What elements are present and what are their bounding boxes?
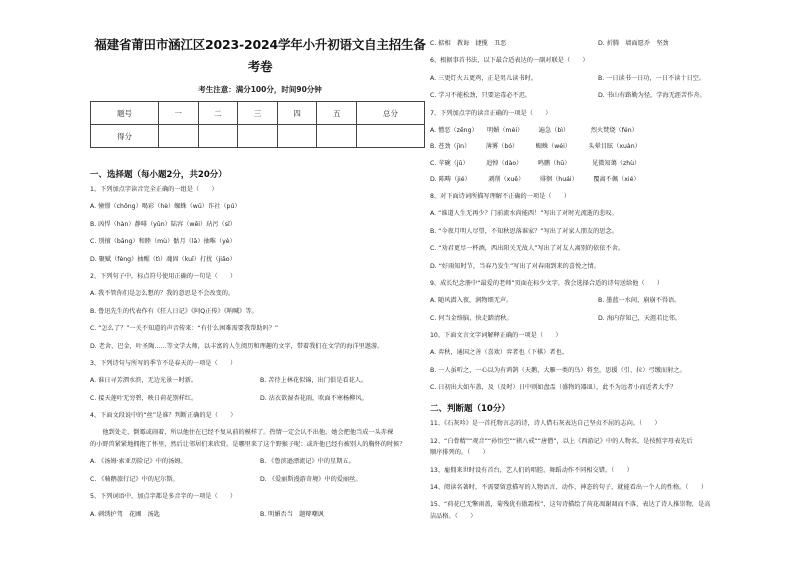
option-row (430, 297, 770, 305)
score-header-cell: 四 (277, 102, 317, 125)
score-table-score-row (91, 125, 425, 148)
judge-line: 14、阅读名著时，不需要留意描写的人物语言、动作、神态的句子，就能看出一个人的性格。（ ） (430, 484, 708, 492)
option-a: A. 《汤姆·索亚历险记》中的汤姆。 (90, 458, 187, 466)
passage-line: 他到处走，倒霉或闹着，所以他住在已经不复从前的模样了。热情一定会认不出他，她会把他当成一头赤裸 (90, 429, 394, 437)
option-row (90, 476, 430, 484)
judge-line: 13、雇佣来世时设有首台，艺人们的唱腔、舞蹈动作不同相交错。（ ） (430, 466, 633, 474)
judge-line: 11、《石灰吟》是一首托物言志的诗，诗人借石灰表达自己坚贞不屈的志向。（ ） (430, 420, 661, 428)
option-row (430, 40, 770, 48)
option-line: B. 苍劲（jìn） 薄雾（bó） 蜘蛛（wéi） 头晕目眩（xuàn） (430, 143, 641, 151)
option-b: B. 墨蓝一水间，崩崩不得语。 (598, 297, 681, 305)
option-row (90, 511, 430, 519)
score-cell (357, 125, 425, 148)
judge-line: 15、“荷花已无擎雨盖，菊残犹有傲霜枝”，这句诗描绘了荷花凋谢凋而不落，表达了诗人推崇物，是高 (430, 501, 711, 509)
judge-line: 顺序排列的。（ ） (430, 449, 489, 457)
option-b: B. 一日读书一日功，一日不读十日空。 (598, 74, 706, 82)
exam-title (90, 34, 430, 78)
title-line-2: 考卷 (247, 59, 273, 74)
option-d: D. 折腾 墙面愿乔 坚劲 (598, 40, 669, 47)
question-line: 2、下列句子中，标点符号使用正确的一句是（ ） (90, 272, 237, 280)
score-header-cell: 一 (158, 102, 198, 125)
score-header-cell: 五 (317, 102, 357, 125)
option-row (430, 75, 770, 83)
score-cell (317, 125, 357, 148)
option-c: C. 接天莲叶无穷碧，映日荷花别样红。 (90, 394, 198, 402)
option-row (90, 395, 430, 403)
question-line: 8、对下面诗词所描写理解不正确的一项是（ ） (430, 192, 571, 200)
option-line: C. 日初出大如车盖，及（及时）日中则如盘盂（盛物的器皿），此不为远者小而近者大乎？ (430, 384, 677, 392)
option-a: A. 谁日寻芳泗水滨，无边光景一时新。 (90, 377, 198, 385)
option-a: A. 刺绣护驾 花圃 汤匙 (90, 510, 160, 518)
option-row (90, 458, 430, 466)
question-line: 6、根据事首书法，以下最合适表达的一副对联是（ ） (430, 57, 589, 65)
score-cell (198, 125, 238, 148)
question-line: 7、下列加点字的读音正确的一项是（ ） (430, 109, 552, 117)
score-table-header-row (91, 102, 425, 125)
option-line: C. “劝君更尽一杯酒，西出阳关无故人”写出了对友人离别的依依不舍。 (430, 245, 625, 253)
option-row (90, 377, 430, 385)
option-c: C. 掂相 教诲 捷揽 丑恶 (430, 40, 507, 47)
option-line: B. 凶悍（hàn）静啡（yūn）陆容（wēi）玷污（sī） (90, 220, 236, 228)
score-cell (158, 125, 198, 148)
section-1-title: 一、选择题（每小题2分，共20分） (90, 170, 227, 180)
option-b: B. 苦待上林花似锦，出门俱是看花人。 (260, 377, 368, 385)
option-c: C. 何当金络脑，快走踏清秋。 (430, 314, 513, 322)
option-line: B. 一人虽听之，一心以为有鸿鹄（天鹅、大雁一类的鸟）将至，思援（引、拉）弓缴而射之。 (430, 366, 686, 374)
option-b: B. 明媚否当 题辩嘲讽 (260, 510, 324, 518)
option-line: D. 老舍，巴金，叶圣陶……等文学大师，以丰富的人生阅历和理趣的文字，带着我们在文学的海洋里遨游。 (90, 342, 384, 350)
title-line-1: 福建省莆田市涵江区2023-2024学年小升初语文自主招生备 (94, 37, 426, 52)
option-d: D. 沾衣欲湿杏花雨，吹面不寒杨柳风。 (260, 394, 368, 402)
score-table (90, 101, 425, 148)
option-line: C. 别擅（bāng）和睦（mù）骷月（lā）抽唯（yè） (90, 238, 236, 246)
option-d: D. 海内存知己，天涯若比邻。 (598, 314, 681, 322)
passage-line: 的小野兽紧紧地拥抱了怀里，然后让邻居们来欣赏。是哪里来了这个野猴子呢：或许他已经有被别人的胸怀的时候？ (90, 441, 406, 449)
question-line: 1、下列加点字读音完全正确的一组是（ ） (90, 186, 218, 193)
option-line: A. 弈秋，通国之善（喜欢）弈者也（下棋）者也。 (430, 349, 568, 357)
right-column (430, 40, 770, 530)
question-line: 10、下面文言文字词解释正确的一项是（ ） (430, 332, 562, 340)
score-header-cell: 三 (238, 102, 278, 125)
option-line: A. 憎恶（zēng） 明媚（mèi） 遍急（bì） 烈火焚烧（fén） (430, 126, 638, 134)
option-c: C. 《骑鹅旅行记》中的尼尔斯。 (90, 475, 179, 483)
option-line: D. “好雨知时节，当春乃发生”写出了对春雨到来的喜悦之情。 (430, 262, 600, 270)
score-row-label: 得分 (91, 125, 159, 148)
option-line: A. “谁道人生无再少？门前流水尚能西！”写出了对时光流逝的悲叹。 (430, 210, 618, 218)
score-header-cell: 题号 (91, 102, 159, 125)
option-line: B. “今夜月明人尽望，不知秋思落谁家？”写出了对家人朋友的思念。 (430, 227, 618, 235)
option-line: C. “怎么了？”一关不知道的声音传来：“有什么困难需要我帮助吗？” (90, 325, 279, 333)
option-d: D. 书山有路勤为径，学海无涯苦作舟。 (598, 92, 706, 100)
option-d: D. 《爱丽斯漫游奇境》中的爱丽丝。 (260, 475, 362, 483)
option-line: C. 苹碗（jū） 追悼（dào） 鸣鹏（hū） 见微知蔼（zhù） (430, 159, 641, 167)
judge-line: 洁品格。（ ） (430, 513, 477, 520)
question-line: 5、下列词语中，加点字都是多音字的一项是（ ） (90, 493, 237, 501)
option-a: A. 随风潜入夜，润物细无声。 (430, 297, 513, 305)
option-line: A. 憧憬（chōng）喝彩（hè）蜘蛛（wū）诈社（pú） (90, 203, 241, 211)
judge-line: 12、“白骨精”“观音”“孙悟空”“猪八戒”“唐僧”，以上《西游记》中的人物名，是按照字母表先后 (430, 437, 693, 445)
exam-notice: 考生注意：满分100分，时间90分钟 (198, 85, 322, 94)
score-cell (277, 125, 317, 148)
option-line: D. 聚赋（fèng）抽醒（tì）魂固（kuī）打扰（jiǎo） (90, 255, 236, 263)
question-line: 3、下列诗句与所写的季节不是春天的一项是（ ） (90, 359, 237, 367)
option-row (430, 315, 770, 323)
option-a: A. 三更灯火五更鸡，正是男儿读书时。 (430, 74, 538, 82)
score-cell (238, 125, 278, 148)
left-column (90, 0, 430, 528)
question-line: 4、下面文段说中的“丝”是谁？判断正确的是（ ） (90, 412, 237, 420)
score-header-cell: 总分 (357, 102, 425, 125)
option-b: B. 《鲁滨逊漂流记》中的星期五。 (260, 458, 355, 466)
section-2-title: 二、判断题（10分） (430, 404, 510, 415)
option-line: A. 我不管你们是怎么想的？我的意思是不会改变的。 (90, 290, 235, 298)
option-line: D. 陈畴（jié） 剥削（xuē） 徘徊（huái） 覆离不佩（xié） (430, 176, 640, 184)
option-row (430, 92, 770, 100)
question-line: 9、成长纪念册中“最爱的老师”页面在标少文字，我会选择合适的诗句送给他（ ） (430, 279, 664, 287)
score-header-cell: 二 (198, 102, 238, 125)
option-line: B. 鲁迅先生的代表作有《狂人日记》《阿Q正传》《呐喊》等。 (90, 307, 258, 315)
option-c: C. 学习不能松劲，只要运毒必不迟。 (430, 92, 532, 100)
